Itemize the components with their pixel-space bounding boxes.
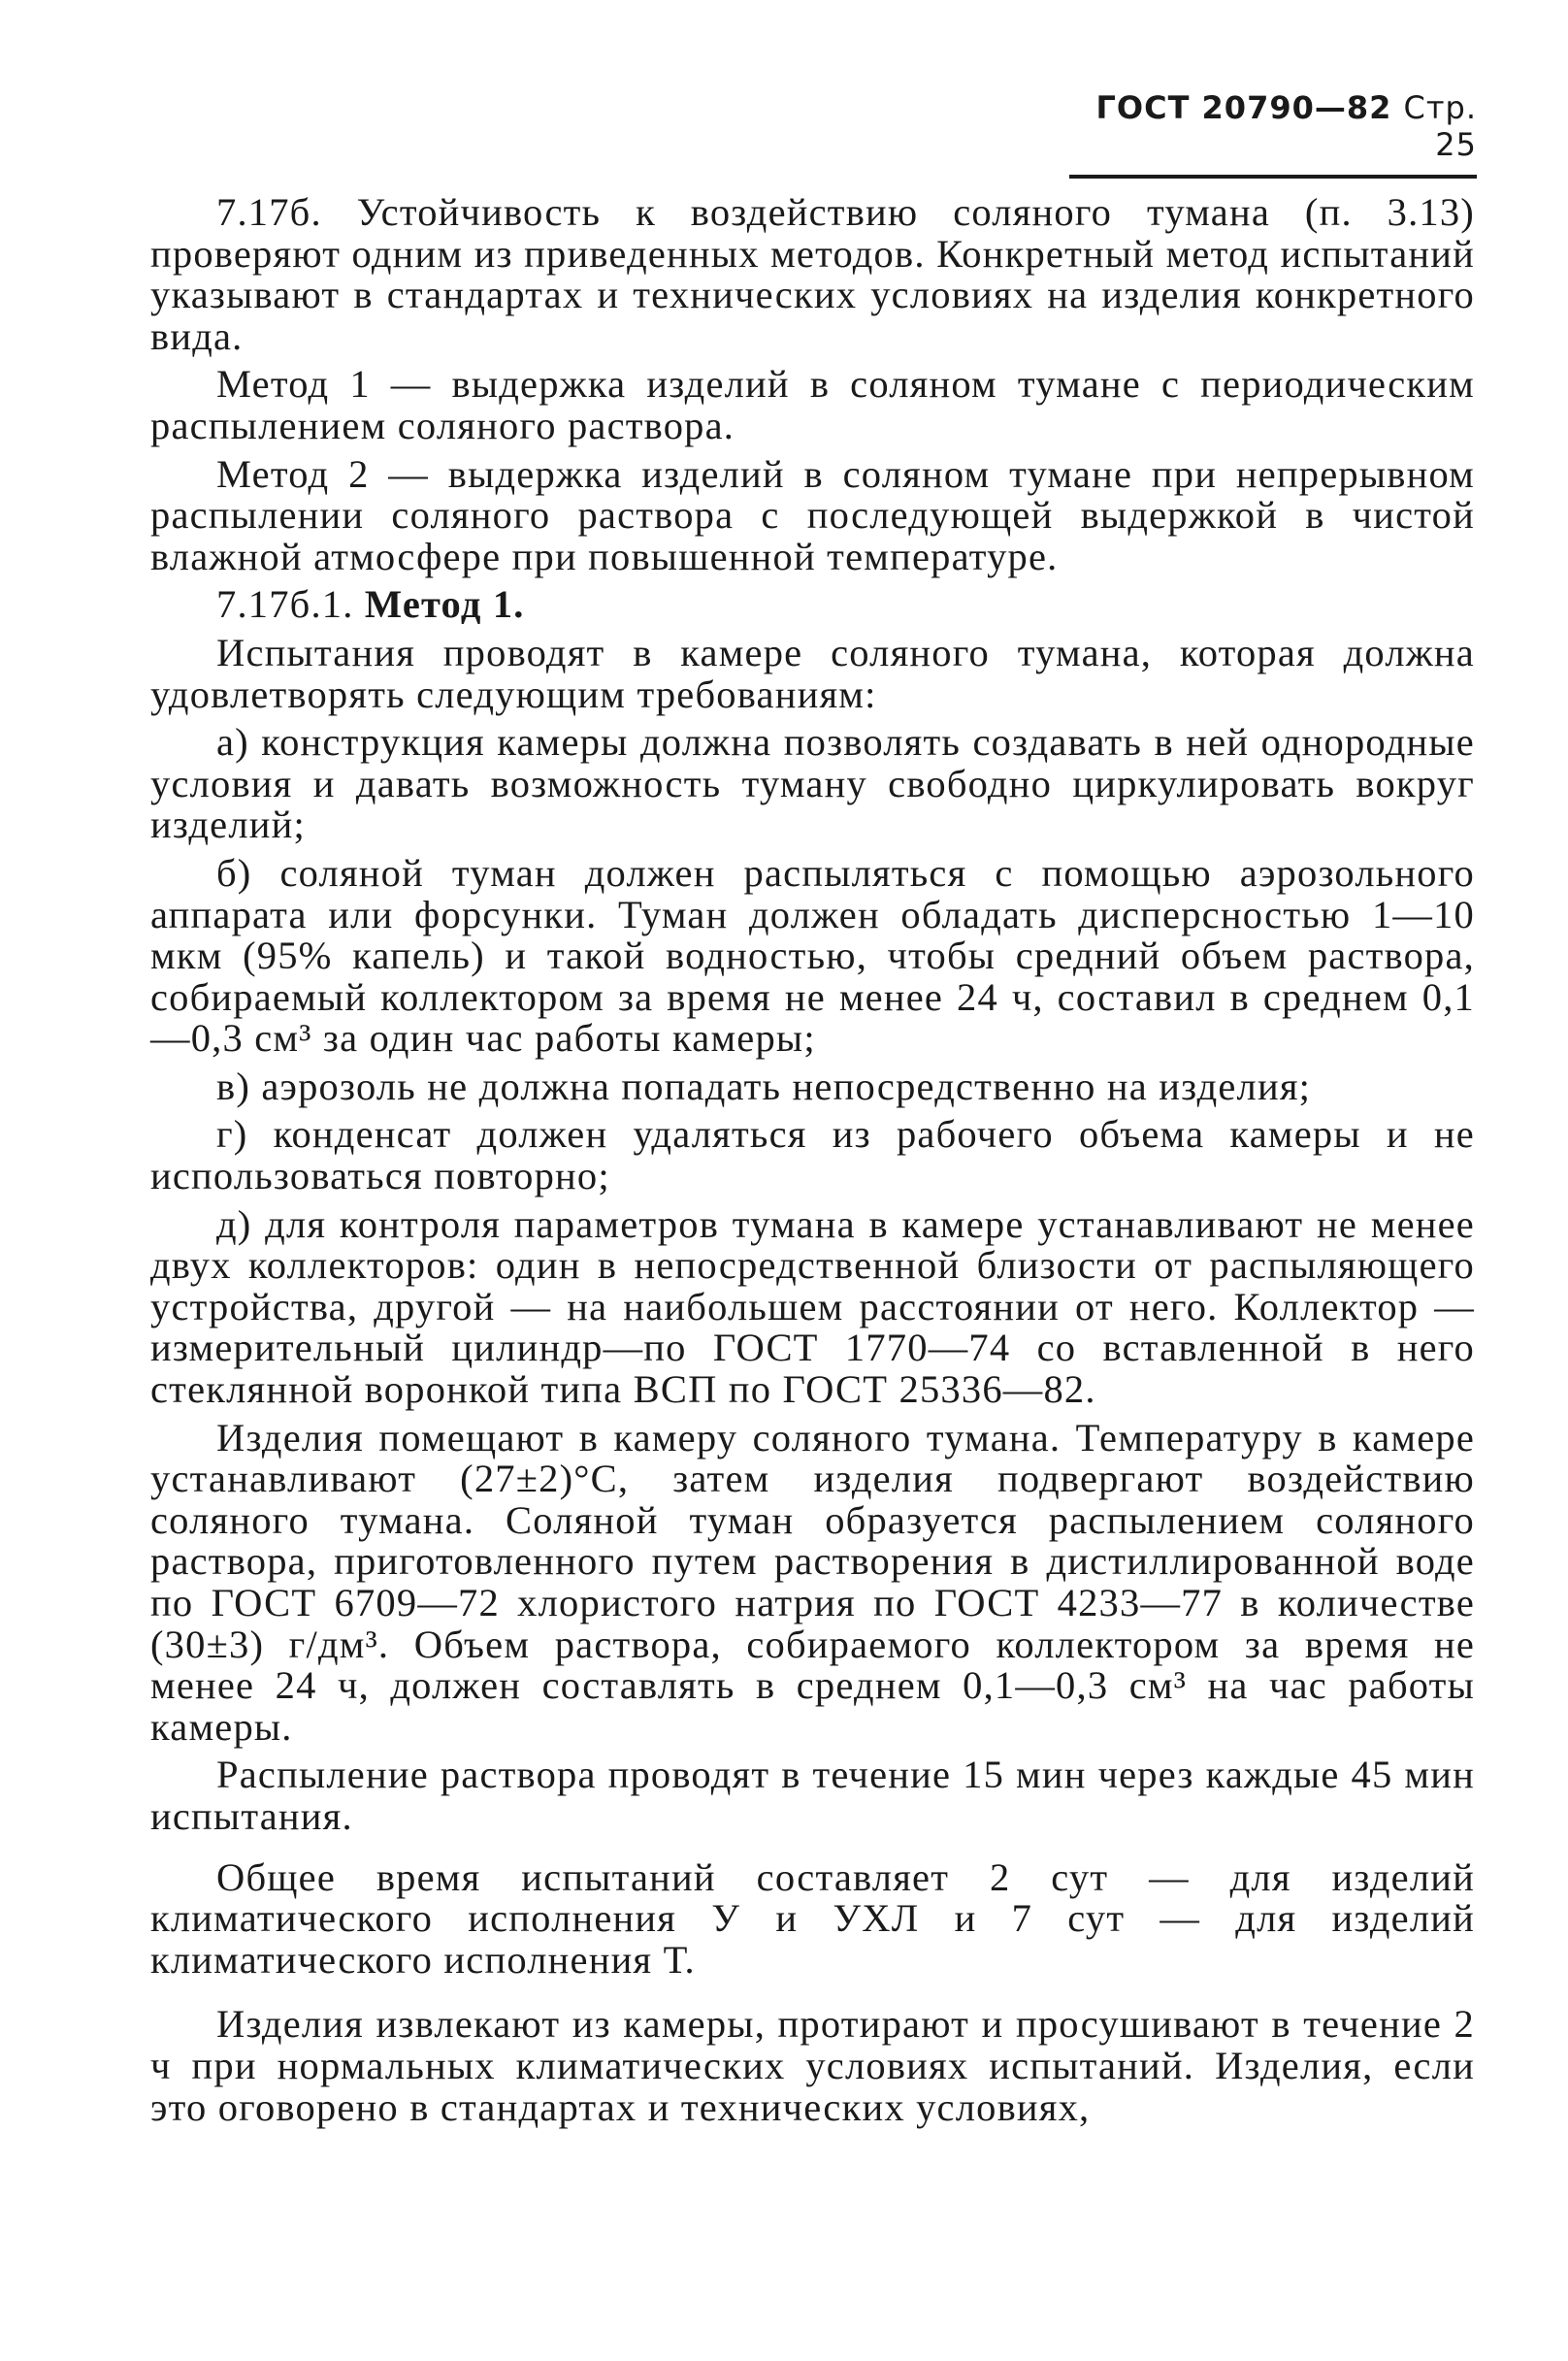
paragraph-spraying: Распыление раствора проводят в течение 15 мин через каждые 45 мин испытания. xyxy=(150,1753,1475,1838)
document-body xyxy=(150,192,1475,2135)
paragraph-extraction: Изделия извлекают из камеры, протирают и просушивают в течение 2 ч при нормальных климатических условиях испытаний. Изделия, если это оговорено в стандартах и технических условиях, xyxy=(150,2002,1475,2129)
standard-number: ГОСТ 20790—82 xyxy=(1095,89,1392,126)
section-title: Метод 1. xyxy=(364,582,525,627)
list-item-a: а) конструкция камеры должна позволять создавать в ней однородные условия и давать возможность туману свободно циркулировать вокруг изделий; xyxy=(150,720,1475,847)
list-item-g: г) конденсат должен удаляться из рабочего объема камеры и не использоваться повторно; xyxy=(150,1112,1475,1198)
paragraph-chamber-requirements: Испытания проводят в камере соляного тумана, которая должна удовлетворять следующим требованиям: xyxy=(150,630,1475,716)
paragraph-method-2: Метод 2 — выдержка изделий в соляном тумане при непрерывном распылении соляного раствора с последующей выдержкой в чистой влажной атмосфере при повышенной температуре. xyxy=(150,451,1475,578)
page-header xyxy=(1069,89,1477,179)
list-item-v: в) аэрозоль не должна попадать непосредственно на изделия; xyxy=(216,1064,1312,1108)
paragraph-method-1: Метод 1 — выдержка изделий в соляном тумане с периодическим распылением соляного раствора. xyxy=(150,362,1475,447)
list-item-d: д) для контроля параметров тумана в камере устанавливают не менее двух коллекторов: один в непосредственной близости от распыляющего устройства, другой — на наибольшем расстоянии от него. Коллектор — измерительный цилиндр—по ГОСТ 1770—74 со вставленной в него стеклянной воронкой типа ВСП по ГОСТ 25336—82. xyxy=(150,1201,1475,1412)
section-number: 7.17б.1. xyxy=(216,582,354,627)
paragraph-test-duration: Общее время испытаний составляет 2 сут — для изделий климатического исполнения У и УХЛ и 7 сут — для изделий климатического исполнения Т. xyxy=(150,1854,1475,1982)
paragraph-test-procedure: Изделия помещают в камеру соляного тумана. Температуру в камере устанавливают (27±2)°С, затем изделия подвергают воздействию соляного тумана. Соляной туман образуется распылением соляного раствора, приготовленного путем растворения в дистиллированной воде по ГОСТ 6709—72 хлористого натрия по ГОСТ 4233—77 в количестве (30±3) г/дм³. Объем раствора, собираемого коллектором за время не менее 24 ч, должен составлять в среднем 0,1—0,3 см³ на час работы камеры. xyxy=(150,1415,1475,1749)
list-item-b: б) соляной туман должен распыляться с помощью аэрозольного аппарата или форсунки. Туман должен обладать дисперсностью 1—10 мкм (95% капель) и такой водностью, чтобы средний объем раствора, собираемый коллектором за время не менее 24 ч, составил в среднем 0,1—0,3 см³ за один час работы камеры; xyxy=(150,850,1475,1061)
page-number: Стр. 25 xyxy=(1403,89,1477,163)
section-heading-method-1 xyxy=(150,584,1475,626)
paragraph-7-17b: 7.17б. Устойчивость к воздействию соляного тумана (п. 3.13) проверяют одним из приведенных методов. Конкретный метод испытаний указывают в стандартах и технических условиях на изделия конкретного вида. xyxy=(150,190,1475,358)
